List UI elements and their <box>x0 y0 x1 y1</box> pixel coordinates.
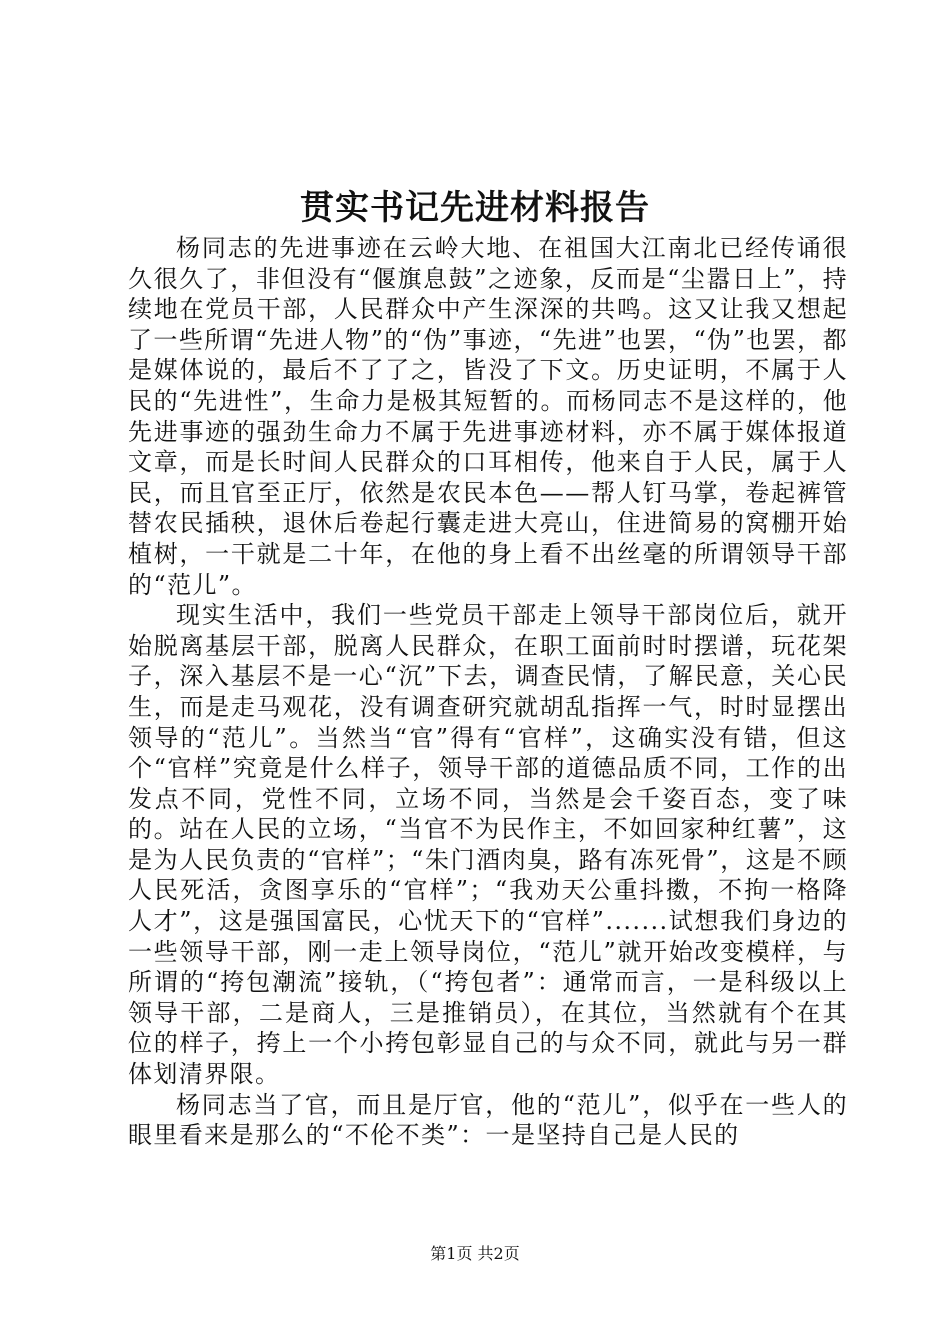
page-number-footer: 第1页 共2页 <box>430 1244 520 1263</box>
document-title: 贯实书记先进材料报告 <box>300 188 650 228</box>
document-body <box>128 233 848 1151</box>
paragraph-1: 杨同志的先进事迹在云岭大地、在祖国大江南北已经传诵很久很久了，非但没有“偃旗息鼓”之迹象，反而是“尘嚣日上”，持续地在党员干部，人民群众中产生深深的共鸣。这又让我又想起了一些所谓“先进人物”的“伪”事迹，“先进”也罢，“伪”也罢，都是媒体说的，最后不了了之，皆没了下文。历史证明，不属于人民的“先进性”，生命力是极其短暂的。而杨同志不是这样的，他先进事迹的强劲生命力不属于先进事迹材料，亦不属于媒体报道文章，而是长时间人民群众的口耳相传，他来自于人民，属于人民，而且官至正厅，依然是农民本色——帮人钉马掌，卷起裤管替农民插秧，退休后卷起行囊走进大亮山，住进简易的窝棚开始植树，一干就是二十年，在他的身上看不出丝毫的所谓领导干部的“范儿”。 <box>128 234 848 599</box>
paragraph-2: 现实生活中，我们一些党员干部走上领导干部岗位后，就开始脱离基层干部，脱离人民群众，在职工面前时时摆谱，玩花架子，深入基层不是一心“沉”下去，调查民情，了解民意，关心民生，而是走马观花，没有调查研究就胡乱指挥一气，时时显摆出领导的“范儿”。当然当“官”得有“官样”，这确实没有错，但这个“官样”究竟是什么样子，领导干部的道德品质不同，工作的出发点不同，党性不同，立场不同，当然是会千姿百态，变了味的。站在人民的立场，“当官不为民作主，不如回家种红薯”，这是为人民负责的“官样”；“朱门酒肉臭，路有冻死骨”，这是不顾人民死活，贪图享乐的“官样”；“我劝天公重抖擞，不拘一格降人才”，这是强国富民，心忧天下的“官样”.......试想我们身边的一些领导干部，刚一走上领导岗位，“范儿”就开始改变模样，与所谓的“挎包潮流”接轨，（“挎包者”：通常而言，一是科级以上领导干部，二是商人，三是推销员），在其位，当然就有个在其位的样子，挎上一个小挎包彰显自己的与众不同，就此与另一群体划清界限。 <box>128 601 848 1089</box>
paragraph-3: 杨同志当了官，而且是厅官，他的“范儿”，似乎在一些人的眼里看来是那么的“不伦不类”：一是坚持自己是人民的 <box>128 1090 848 1150</box>
